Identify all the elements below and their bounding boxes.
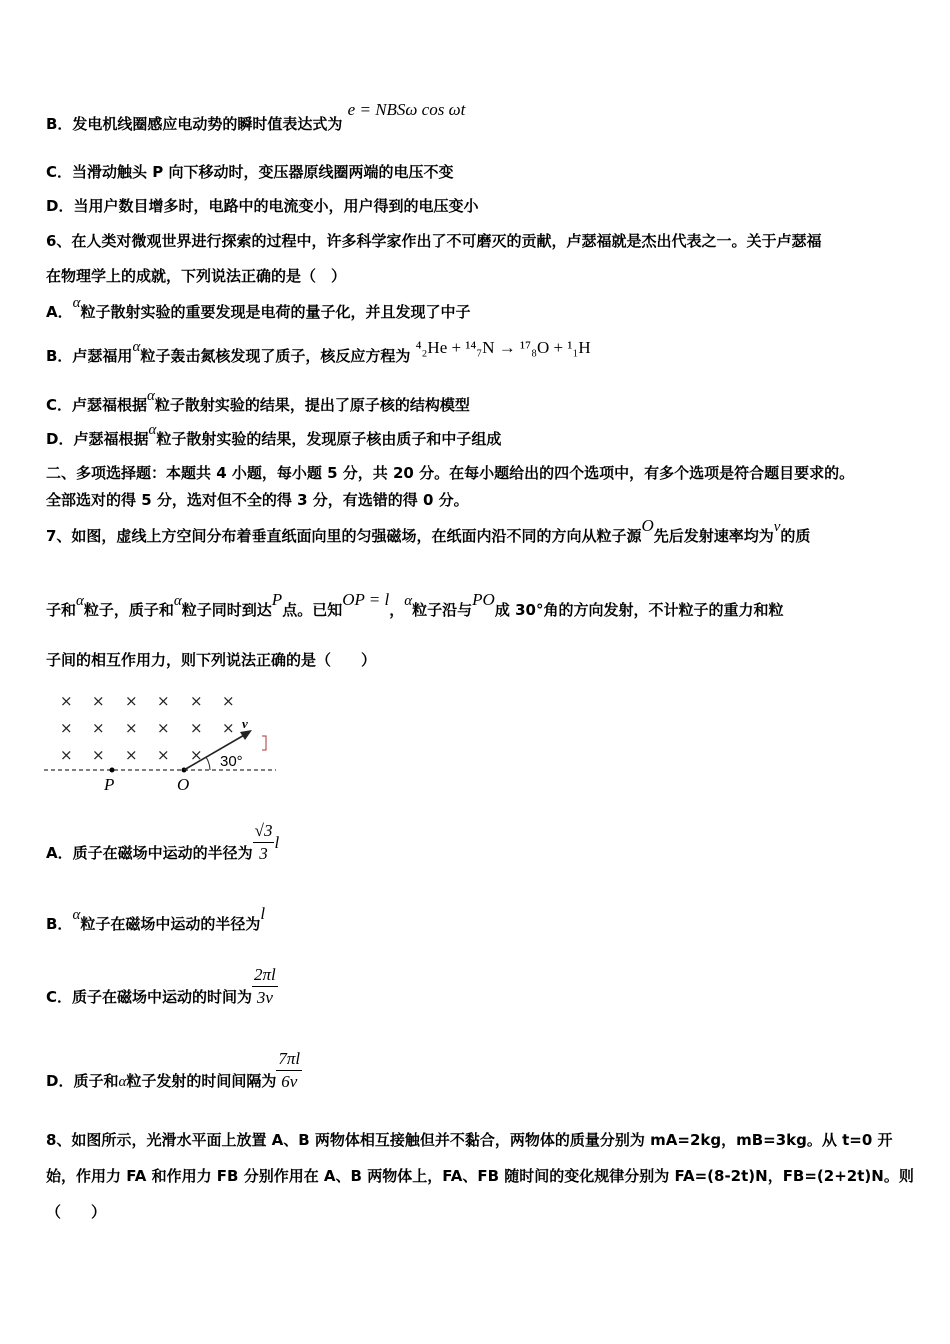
field-cross: × [92,692,105,710]
alpha-symbol: α [132,339,141,355]
q5-option-b-text: B．发电机线圈感应电动势的瞬时值表达式为 [46,115,343,133]
q7-text: 先后发射速率均为 [653,527,774,545]
field-cross: × [92,746,105,764]
length-l: l [274,833,280,852]
velocity-v: v [773,519,781,535]
op-equals-l: OP = l [342,590,390,609]
q7-text: 子和 [46,601,77,619]
field-cross: × [190,692,203,710]
q7-option-a [46,821,280,865]
q7-text: 粒子沿与 [412,601,473,619]
q7-text: 的质 [780,527,811,545]
fraction-numerator: 7πl [276,1048,302,1071]
q7-stem-line1 [46,516,811,547]
alpha-symbol: α [147,388,155,404]
q6-b-text: 粒子轰击氮核发现了质子，核反应方程为 [140,347,411,365]
alpha-symbol: α [148,422,157,438]
field-cross: × [157,692,170,710]
point-p: P [271,590,283,609]
q7-b-prefix: B． [46,915,73,933]
fraction-denominator: 3 [259,844,268,863]
fraction-denominator: 3v [256,988,273,1007]
q6-stem-line1: 6、在人类对微观世界进行探索的过程中，许多科学家作出了不可磨灭的贡献，卢瑟福就是杰出代表之一。关于卢瑟福 [46,232,822,250]
q7-stem-line2 [46,590,784,621]
field-cross: × [222,719,235,737]
q6-d-text: 粒子散射实验的结果，发现原子核由质子和中子组成 [156,430,502,448]
alpha-symbol: α [72,295,81,311]
q7-text: ， [389,601,405,619]
q7-option-b [46,904,266,935]
q7-a-text: A．质子在磁场中运动的半径为 [46,844,253,862]
point-p-dot [110,768,115,773]
q6-option-a [46,295,471,323]
q5-option-c: C．当滑动触头 P 向下移动时，变压器原线圈两端的电压不变 [46,163,454,181]
field-cross: × [190,719,203,737]
q7-text: 成 30°角的方向发射，不计粒子的重力和粒 [494,601,784,619]
magnetic-field-figure [40,684,280,796]
field-cross: × [60,719,73,737]
section2-line1: 二、多项选择题：本题共 4 小题，每小题 5 分，共 20 分。在每小题给出的四个选项中，有多个选项是符合题目要求的。 [46,464,855,482]
field-cross: × [157,746,170,764]
field-cross: × [60,746,73,764]
fraction [252,964,278,1009]
o-label: O [177,775,190,794]
q6-stem-line2: 在物理学上的成就，下列说法正确的是（ ） [46,267,347,285]
q6-a-text: 粒子散射实验的重要发现是电荷的量子化，并且发现了中子 [80,303,471,321]
fraction-numerator: 2πl [252,964,278,987]
q6-option-c [46,388,470,416]
fraction-denominator: 6v [281,1072,298,1091]
field-cross: × [60,692,73,710]
field-cross: × [125,746,138,764]
field-cross: × [125,719,138,737]
field-cross: × [222,692,235,710]
q7-d-text: 粒子发射的时间间隔为 [126,1072,277,1090]
q6-option-b [46,338,591,367]
v-label: v [242,716,248,731]
emf-formula: e = NBSω cos ωt [347,100,466,119]
length-l: l [260,904,266,923]
figure-mark [262,736,266,750]
q7-text: 点。已知 [282,601,343,619]
fraction [276,1048,302,1093]
q6-option-d [46,422,502,450]
alpha-symbol: α [404,593,413,609]
alpha-symbol: α [173,593,182,609]
angle-label: 30° [220,753,243,770]
alpha-symbol: α [76,593,84,609]
fraction [253,820,275,865]
q7-b-text: 粒子在磁场中运动的半径为 [80,915,261,933]
q7-d-prefix: D．质子和 [46,1072,119,1090]
q6-c-text: 粒子散射实验的结果，提出了原子核的结构模型 [154,396,470,414]
q5-option-d: D．当用户数目增多时，电路中的电流变小，用户得到的电压变小 [46,197,479,215]
q8-stem-line2: 始，作用力 FA 和作用力 FB 分别作用在 A、B 两物体上，FA、FB 随时间的变化规律分别为 FA=(8-2t)N，FB=(2+2t)N。则 [46,1167,914,1185]
q7-text: 粒子同时到达 [181,601,272,619]
q7-text: 7、如图，虚线上方空间分布着垂直纸面向里的匀强磁场，在纸面内沿不同的方向从粒子源 [46,527,642,545]
q7-stem-line3: 子间的相互作用力，则下列说法正确的是（ ） [46,651,377,669]
q7-text: 粒子，质子和 [83,601,174,619]
velocity-arrowhead [240,730,252,740]
alpha-symbol: α [72,907,81,923]
alpha-symbol: α [118,1074,127,1090]
q6-b-prefix: B．卢瑟福用 [46,347,133,365]
section2-line2: 全部选对的得 5 分，选对但不全的得 3 分，有选错的得 0 分。 [46,491,469,509]
p-label: P [104,775,115,794]
q7-c-text: C．质子在磁场中运动的时间为 [46,988,253,1006]
q5-option-b [46,100,466,134]
q6-a-prefix: A． [46,303,73,321]
field-cross: × [125,692,138,710]
field-cross: × [190,746,203,764]
field-cross: × [157,719,170,737]
q8-stem-line1: 8、如图所示，光滑水平面上放置 A、B 两物体相互接触但并不黏合，两物体的质量分别为 mA=2kg，mB=3kg。从 t=0 开 [46,1131,893,1149]
point-o: O [641,516,654,535]
angle-arc [206,757,210,770]
q6-d-prefix: D．卢瑟福根据 [46,430,149,448]
q8-stem-line3: （ ） [46,1203,107,1221]
fraction-numerator: √3 [253,820,275,843]
nuclear-reaction-equation: ⁴₂He + ¹⁴₇N → ¹⁷₈O + ¹₁H [415,338,591,357]
q6-c-prefix: C．卢瑟福根据 [46,396,148,414]
field-cross: × [92,719,105,737]
segment-po: PO [472,590,495,609]
